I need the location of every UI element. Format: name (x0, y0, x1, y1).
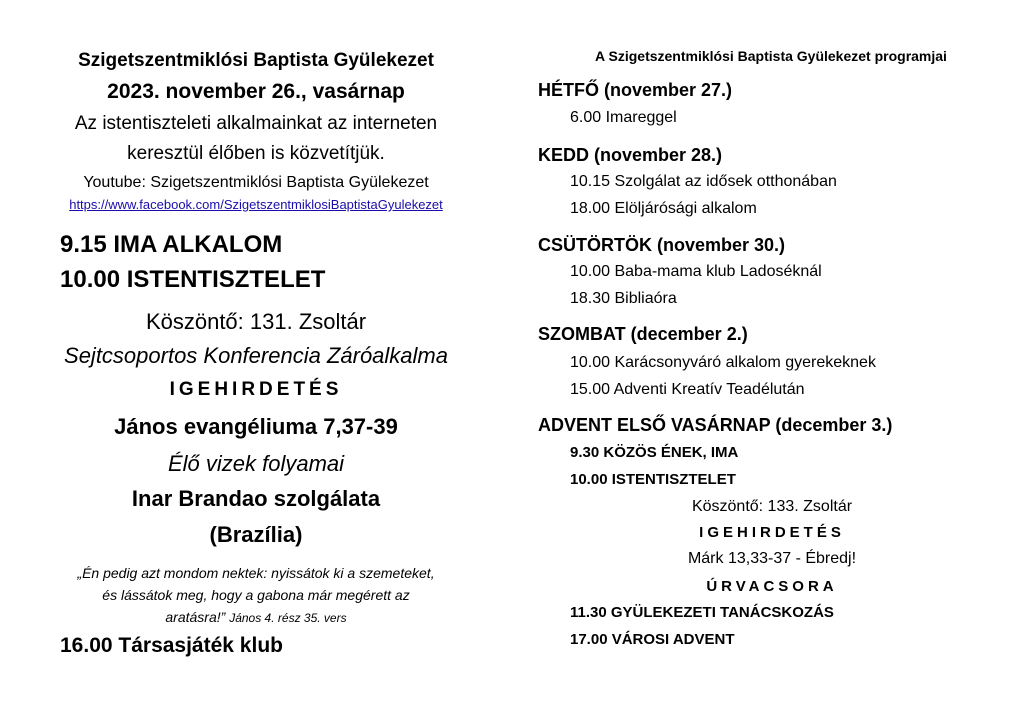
youtube-channel: Youtube: Szigetszentmiklósi Baptista Gyülekezet (83, 174, 429, 191)
advent-greeting: Köszöntő: 133. Zsoltár (691, 498, 853, 515)
preacher-country: (Brazília) (209, 522, 303, 547)
advent-service: 10.00 ISTENTISZTELET (570, 471, 736, 488)
thursday-item-2: 18.30 Bibliaóra (570, 290, 677, 307)
tuesday-item-2: 18.00 Elöljárósági alkalom (570, 200, 757, 217)
monday-item-1: 6.00 Imareggel (570, 109, 677, 126)
stream-line-2: keresztül élőben is közvetítjük. (127, 143, 385, 164)
advent-prayer: 9.30 KÖZÖS ÉNEK, IMA (570, 444, 739, 461)
quote-line-1: „Én pedig azt mondom nektek: nyissátok ki a szemeteket, (77, 565, 435, 581)
facebook-link[interactable]: https://www.facebook.com/SzigetszentmiklosiBaptistaGyulekezet (69, 197, 443, 212)
conference-title: Sejtcsoportos Konferencia Záróalkalma (64, 343, 448, 368)
day-title-monday: HÉTFŐ (november 27.) (538, 80, 733, 100)
quote-line-2: és lássátok meg, hogy a gabona már megérett az (102, 587, 410, 603)
day-title-thursday: CSÜTÖRTÖK (november 30.) (538, 235, 786, 255)
thursday-item-1: 10.00 Baba-mama klub Ladoséknál (570, 263, 822, 280)
programs-heading: A Szigetszentmiklósi Baptista Gyülekezet programjai (595, 48, 947, 64)
service-time: 10.00 ISTENTISZTELET (60, 266, 326, 293)
advent-scripture: Márk 13,33-37 - Ébredj! (687, 550, 857, 567)
service-date: 2023. november 26., vasárnap (107, 80, 405, 103)
quote-reference: János 4. rész 35. vers (229, 611, 347, 625)
day-title-saturday: SZOMBAT (december 2.) (538, 324, 748, 344)
sermon-heading: IGEHIRDETÉS (169, 379, 343, 400)
quote-line-3 (0, 609, 512, 625)
advent-council: 11.30 GYÜLEKEZETI TANÁCSKOZÁS (570, 604, 834, 621)
advent-sermon-heading: IGEHIRDETÉS (699, 524, 845, 541)
prayer-time: 9.15 IMA ALKALOM (60, 231, 283, 258)
scripture-reference: János evangéliuma 7,37-39 (114, 414, 398, 439)
preacher-name: Inar Brandao szolgálata (131, 486, 381, 511)
saturday-item-2: 15.00 Adventi Kreatív Teadélután (570, 381, 805, 398)
advent-title: ADVENT ELSŐ VASÁRNAP (december 3.) (538, 415, 893, 435)
advent-city-advent: 17.00 VÁROSI ADVENT (570, 631, 735, 648)
saturday-item-1: 10.00 Karácsonyváró alkalom gyerekeknek (570, 354, 876, 371)
quote-text-end: aratásra!” (165, 609, 226, 625)
stream-line-1: Az istentiszteleti alkalmainkat az interneten (74, 113, 438, 134)
day-title-tuesday: KEDD (november 28.) (538, 145, 723, 165)
advent-communion: ÚRVACSORA (706, 578, 838, 595)
church-name: Szigetszentmiklósi Baptista Gyülekezet (78, 50, 434, 71)
greeting-psalm: Köszöntő: 131. Zsoltár (145, 309, 367, 334)
board-game-club: 16.00 Társasjáték klub (60, 634, 283, 657)
tuesday-item-1: 10.15 Szolgálat az idősek otthonában (570, 173, 837, 190)
sermon-title: Élő vizek folyamai (167, 451, 345, 476)
